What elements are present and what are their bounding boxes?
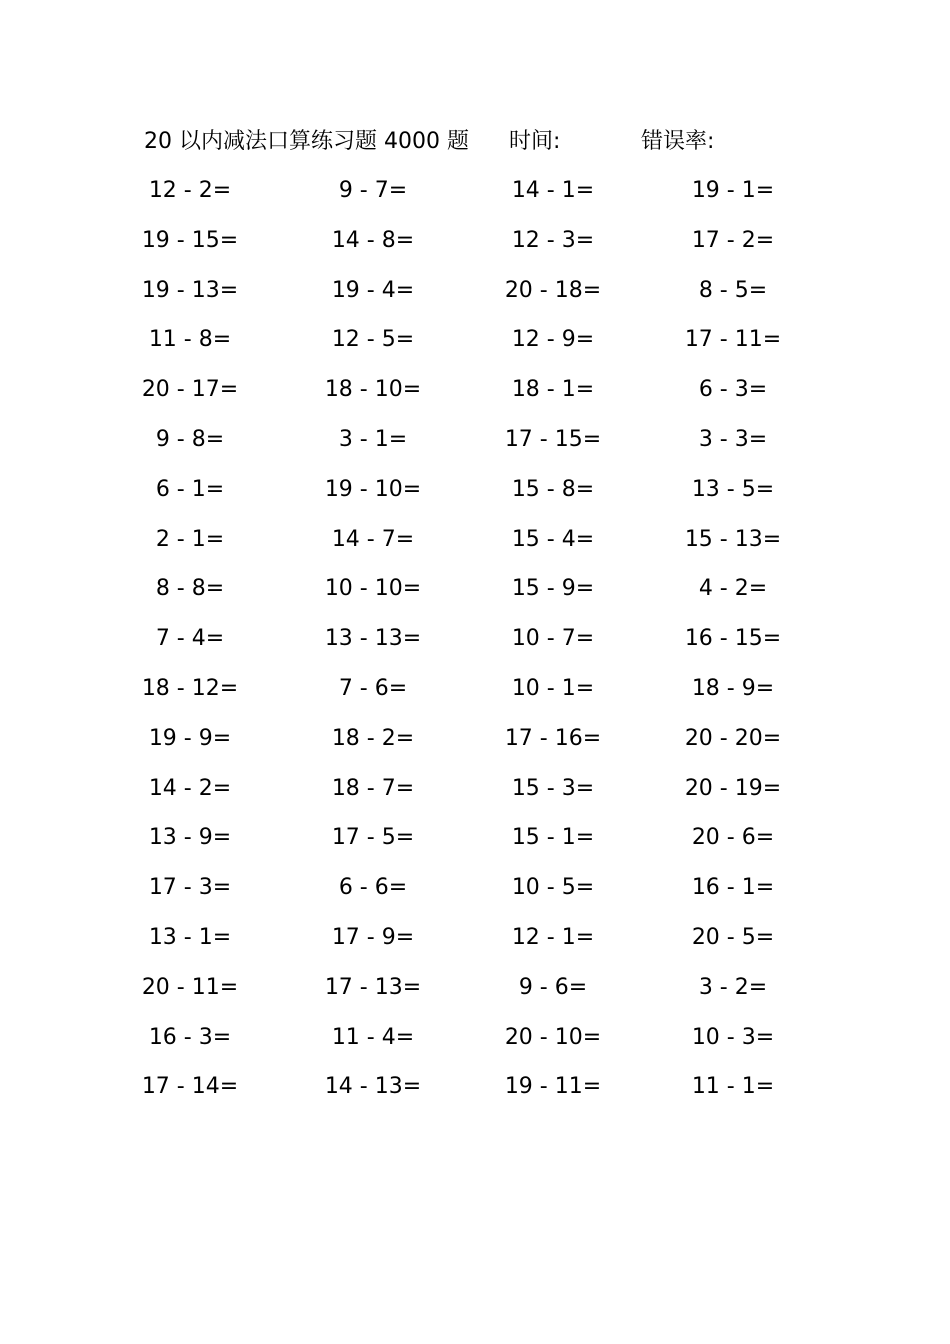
problem-row xyxy=(140,968,800,1018)
problem-item: 14 - 13= xyxy=(324,1074,422,1100)
problem-item: 9 - 8= xyxy=(155,426,225,452)
problem-item: 20 - 11= xyxy=(141,974,239,1000)
problem-item: 10 - 7= xyxy=(511,626,595,652)
problem-item: 3 - 3= xyxy=(698,426,768,452)
problem-item: 17 - 15= xyxy=(504,426,602,452)
problem-row xyxy=(140,619,800,669)
problem-item: 7 - 4= xyxy=(155,626,225,652)
problem-item: 9 - 6= xyxy=(518,974,588,1000)
problem-item: 6 - 3= xyxy=(698,377,768,403)
problem-item: 17 - 16= xyxy=(504,725,602,751)
problem-item: 12 - 1= xyxy=(511,924,595,950)
problem-row xyxy=(140,868,800,918)
problem-item: 14 - 1= xyxy=(511,178,595,203)
problem-item: 19 - 13= xyxy=(141,277,239,303)
problem-item: 4 - 2= xyxy=(698,576,768,602)
problem-row xyxy=(140,1018,800,1068)
problem-item: 16 - 1= xyxy=(691,875,775,901)
problem-item: 6 - 6= xyxy=(338,875,408,901)
problem-item: 19 - 1= xyxy=(691,178,775,203)
problem-item: 18 - 10= xyxy=(324,377,422,403)
problem-item: 18 - 2= xyxy=(331,725,415,751)
problem-item: 12 - 9= xyxy=(511,327,595,353)
problem-item: 20 - 6= xyxy=(691,825,775,851)
problem-row xyxy=(140,719,800,769)
time-label: 时间: xyxy=(509,129,561,154)
problem-item: 13 - 1= xyxy=(148,924,232,950)
problem-item: 12 - 3= xyxy=(511,227,595,253)
problem-row xyxy=(140,271,800,321)
problem-item: 10 - 5= xyxy=(511,875,595,901)
worksheet-header xyxy=(144,124,784,160)
problem-item: 20 - 18= xyxy=(504,277,602,303)
problem-row xyxy=(140,569,800,619)
problem-item: 18 - 1= xyxy=(511,377,595,403)
problem-item: 16 - 15= xyxy=(684,626,782,652)
problem-item: 12 - 5= xyxy=(331,327,415,353)
problem-item: 17 - 13= xyxy=(324,974,422,1000)
problem-item: 16 - 3= xyxy=(148,1024,232,1050)
problem-row xyxy=(140,1067,800,1117)
problem-item: 19 - 11= xyxy=(504,1074,602,1100)
problem-item: 20 - 17= xyxy=(141,377,239,403)
problem-item: 13 - 5= xyxy=(691,476,775,502)
problem-item: 3 - 1= xyxy=(338,426,408,452)
problem-item: 19 - 4= xyxy=(331,277,415,303)
problem-item: 2 - 1= xyxy=(155,526,225,552)
problem-item: 15 - 1= xyxy=(511,825,595,851)
problem-item: 19 - 15= xyxy=(141,227,239,253)
problem-item: 11 - 4= xyxy=(331,1024,415,1050)
problem-item: 11 - 1= xyxy=(691,1074,775,1100)
problem-item: 20 - 10= xyxy=(504,1024,602,1050)
problem-item: 15 - 4= xyxy=(511,526,595,552)
problem-item: 20 - 20= xyxy=(684,725,782,751)
problem-item: 13 - 9= xyxy=(148,825,232,851)
problem-item: 3 - 2= xyxy=(698,974,768,1000)
problem-row xyxy=(140,320,800,370)
worksheet-title: 20 以内减法口算练习题 4000 题 xyxy=(144,129,469,154)
problem-row xyxy=(140,171,800,221)
problem-item: 18 - 9= xyxy=(691,675,775,701)
problem-row xyxy=(140,769,800,819)
problem-item: 9 - 7= xyxy=(338,178,408,203)
problem-item: 17 - 2= xyxy=(691,227,775,253)
problem-item: 7 - 6= xyxy=(338,675,408,701)
problem-item: 10 - 1= xyxy=(511,675,595,701)
problem-item: 6 - 1= xyxy=(155,476,225,502)
problem-row xyxy=(140,221,800,271)
problem-row xyxy=(140,918,800,968)
problem-item: 10 - 10= xyxy=(324,576,422,602)
problem-row xyxy=(140,520,800,570)
problem-item: 18 - 12= xyxy=(141,675,239,701)
problem-row xyxy=(140,370,800,420)
error-rate-label: 错误率: xyxy=(641,129,715,154)
problem-item: 15 - 3= xyxy=(511,775,595,801)
problem-item: 17 - 11= xyxy=(684,327,782,353)
problem-item: 19 - 10= xyxy=(324,476,422,502)
problem-row xyxy=(140,669,800,719)
problem-item: 11 - 8= xyxy=(148,327,232,353)
problem-grid xyxy=(140,171,800,1117)
problem-item: 15 - 8= xyxy=(511,476,595,502)
problem-item: 17 - 9= xyxy=(331,924,415,950)
problem-row xyxy=(140,818,800,868)
problem-item: 20 - 19= xyxy=(684,775,782,801)
problem-item: 15 - 13= xyxy=(684,526,782,552)
problem-item: 19 - 9= xyxy=(148,725,232,751)
problem-item: 8 - 8= xyxy=(155,576,225,602)
problem-item: 10 - 3= xyxy=(691,1024,775,1050)
problem-item: 17 - 14= xyxy=(141,1074,239,1100)
problem-item: 18 - 7= xyxy=(331,775,415,801)
problem-item: 17 - 3= xyxy=(148,875,232,901)
problem-item: 12 - 2= xyxy=(148,178,232,203)
problem-item: 20 - 5= xyxy=(691,924,775,950)
problem-item: 14 - 8= xyxy=(331,227,415,253)
problem-row xyxy=(140,470,800,520)
problem-item: 14 - 2= xyxy=(148,775,232,801)
problem-item: 14 - 7= xyxy=(331,526,415,552)
problem-item: 8 - 5= xyxy=(698,277,768,303)
problem-item: 15 - 9= xyxy=(511,576,595,602)
problem-row xyxy=(140,420,800,470)
problem-item: 13 - 13= xyxy=(324,626,422,652)
problem-item: 17 - 5= xyxy=(331,825,415,851)
